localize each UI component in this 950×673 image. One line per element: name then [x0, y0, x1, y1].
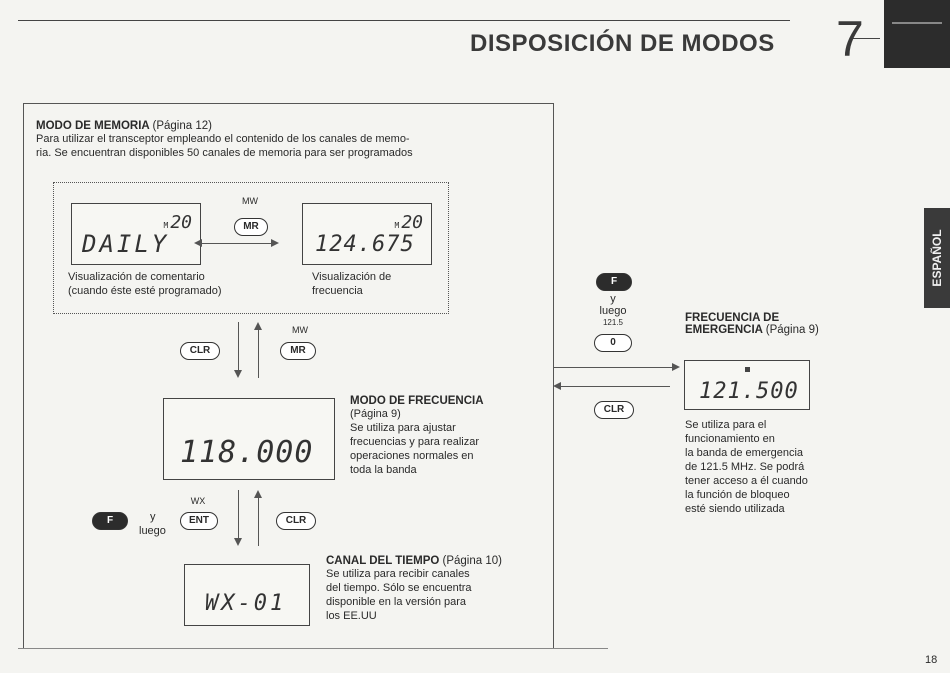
caption-frequency: Visualización de frecuencia	[312, 271, 392, 297]
weather-page-ref: (Página 10)	[442, 555, 502, 567]
emergency-page-ref: (Página 9)	[765, 324, 819, 336]
frequency-mode-title: MODO DE FRECUENCIA	[350, 395, 484, 407]
arrow-down-icon	[234, 370, 242, 378]
emergency-desc	[685, 418, 885, 516]
f-button: F	[92, 512, 128, 530]
emergency-title-2: EMERGENCIA	[685, 324, 763, 336]
memory-mode-title: MODO DE MEMORIA	[36, 120, 150, 132]
weather-section	[326, 555, 546, 623]
language-tab	[924, 208, 950, 308]
caption-comment: Visualización de comentario (cuando éste esté programado)	[68, 271, 222, 297]
emergency-desc-1: Se utiliza para el	[685, 419, 767, 431]
weather-desc-3: disponible en la versión para	[326, 596, 467, 608]
ent-button: ENT	[180, 512, 218, 530]
weather-desc-4: los EE.UU	[326, 610, 377, 622]
header-rule	[18, 20, 790, 21]
mw-label: MW	[242, 196, 258, 206]
memory-mode-page-ref: (Página 12)	[152, 120, 212, 132]
emergency-desc-2: funcionamiento en	[685, 433, 775, 445]
memory-mode-desc-1: Para utilizar el transceptor empleando el contenido de los canales de memo-	[36, 133, 410, 145]
emergency-freq-label: 121.5	[602, 318, 624, 327]
lcd-emergency-display	[684, 360, 810, 410]
arrow-left-line	[560, 386, 670, 387]
zero-button: 0	[594, 334, 632, 352]
mw-label: MW	[292, 325, 308, 335]
lcd-weather-text: WX-01	[205, 591, 287, 616]
arrow-down-icon	[234, 538, 242, 546]
weather-desc-1: Se utiliza para recibir canales	[326, 568, 470, 580]
arrow-up-line	[258, 330, 259, 378]
arrow-right-icon	[271, 239, 279, 247]
clr-button: CLR	[276, 512, 316, 530]
emergency-desc-7: esté siendo utilizada	[685, 503, 785, 515]
weather-heading	[326, 555, 546, 567]
arrow-left-icon	[553, 382, 561, 390]
y-label: y	[610, 293, 616, 305]
frequency-mode-desc-1: Se utiliza para ajustar	[350, 422, 456, 434]
arrow-right-icon	[672, 363, 680, 371]
language-tab-label: ESPAÑOL	[930, 229, 944, 287]
lcd-channel: M 20	[394, 212, 423, 233]
arrow-up-icon	[254, 322, 262, 330]
clr-button: CLR	[180, 342, 220, 360]
arrow-left-icon	[194, 239, 202, 247]
memory-mode-section	[36, 120, 546, 160]
emergency-desc-5: tener acceso a él cuando	[685, 475, 808, 487]
arrow-down-line	[238, 490, 239, 538]
lcd-frequency-text: 118.000	[180, 435, 314, 470]
emergency-indicator-icon	[745, 367, 750, 372]
page-number: 18	[925, 654, 938, 666]
wx-label: WX	[190, 496, 206, 506]
lcd-emergency-text: 121.500	[699, 379, 799, 404]
chapter-number: 7	[836, 11, 864, 67]
frequency-mode-desc-4: toda la banda	[350, 464, 417, 476]
emergency-desc-4: de 121.5 MHz. Se podrá	[685, 461, 805, 473]
emergency-desc-3: la banda de emergencia	[685, 447, 804, 459]
swap-arrow-line	[196, 243, 274, 244]
arrow-right-line	[553, 367, 673, 368]
lcd-memory-freq-text: 124.675	[315, 232, 415, 257]
f-button: F	[596, 273, 632, 291]
emergency-desc-6: la función de bloqueo	[685, 489, 790, 501]
frequency-mode-desc-3: operaciones normales en	[350, 450, 474, 462]
lcd-frequency-display	[163, 398, 335, 480]
arrow-up-icon	[254, 490, 262, 498]
arrow-up-line	[258, 498, 259, 546]
weather-desc-2: del tiempo. Sólo se encuentra	[326, 582, 472, 594]
lcd-weather-display	[184, 564, 310, 626]
arrow-down-line	[238, 322, 239, 370]
frequency-mode-page-ref: (Página 9)	[350, 408, 401, 420]
luego-label: luego	[139, 525, 166, 537]
mr-button: MR	[234, 218, 268, 236]
lcd-comment-text: DAILY	[82, 230, 170, 258]
lcd-comment-display	[71, 203, 201, 265]
mr-button: MR	[280, 342, 316, 360]
clr-button: CLR	[594, 401, 634, 419]
page-title: DISPOSICIÓN DE MODOS	[470, 30, 775, 57]
footer-rule	[18, 648, 608, 649]
emergency-heading	[685, 312, 885, 336]
luego-label: luego	[599, 305, 627, 317]
y-label: y	[150, 511, 156, 523]
memory-mode-desc-2: ria. Se encuentran disponibles 50 canales de memoria para ser programados	[36, 147, 413, 159]
emergency-title-1: FRECUENCIA DE	[685, 312, 780, 324]
corner-thumb-tab	[884, 0, 950, 68]
lcd-channel: M 20	[163, 212, 192, 233]
lcd-memory-freq-display	[302, 203, 432, 265]
emergency-title-line-2	[685, 324, 885, 336]
frequency-mode-desc-2: frecuencias y para realizar	[350, 436, 480, 448]
weather-title: CANAL DEL TIEMPO	[326, 555, 440, 567]
frequency-mode-section	[350, 395, 540, 477]
memory-mode-heading	[36, 120, 546, 132]
